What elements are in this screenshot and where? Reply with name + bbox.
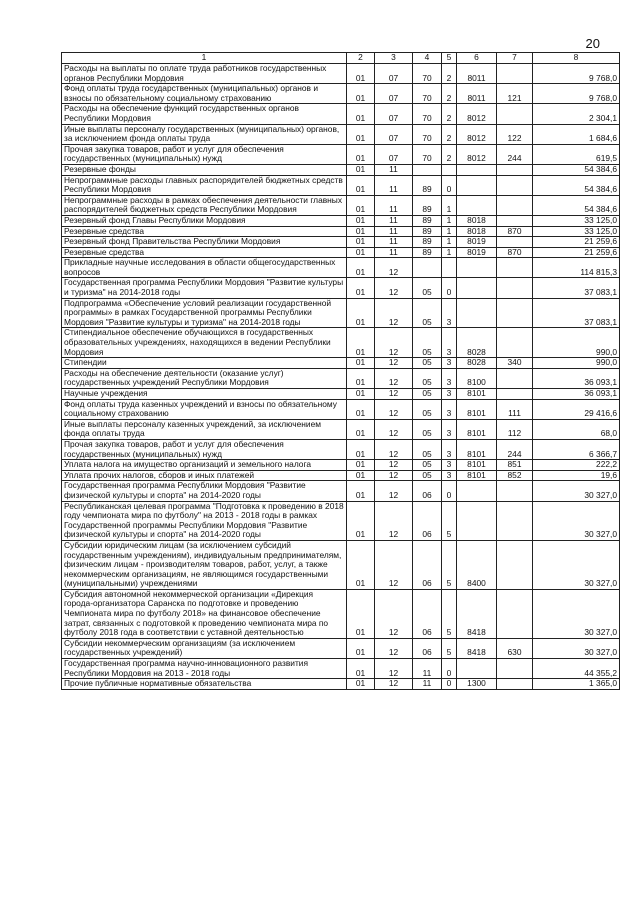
- row-amount-cell: 30 327,0: [533, 501, 620, 540]
- row-article-cell: 8019: [457, 247, 497, 258]
- row-section-cell: 01: [347, 84, 375, 104]
- row-program-cell: 89: [413, 237, 442, 248]
- row-article-cell: [457, 481, 497, 501]
- table-row: [62, 64, 620, 84]
- row-program-cell: 06: [413, 540, 442, 589]
- row-section-cell: 01: [347, 104, 375, 124]
- row-article-cell: 8100: [457, 368, 497, 388]
- row-subprogram-cell: 5: [442, 501, 457, 540]
- row-expense-type-cell: [497, 679, 533, 690]
- row-program-cell: 11: [413, 679, 442, 690]
- row-amount-cell: 30 327,0: [533, 638, 620, 658]
- row-subprogram-cell: 3: [442, 439, 457, 459]
- row-program-cell: 05: [413, 368, 442, 388]
- row-subsection-cell: 12: [375, 470, 413, 481]
- row-amount-cell: 114 815,3: [533, 258, 620, 278]
- row-expense-type-cell: [497, 175, 533, 195]
- row-section-cell: 01: [347, 399, 375, 419]
- row-program-cell: 89: [413, 215, 442, 226]
- row-subprogram-cell: 5: [442, 540, 457, 589]
- row-expense-type-cell: 340: [497, 358, 533, 369]
- table-row: [62, 226, 620, 237]
- row-expense-type-cell: 870: [497, 226, 533, 237]
- row-subsection-cell: 12: [375, 258, 413, 278]
- row-name-cell: Расходы на обеспечение деятельности (оказание услуг) государственных учреждений Республики Мордовия: [62, 368, 347, 388]
- column-header-2: 2: [347, 53, 375, 64]
- row-subprogram-cell: 3: [442, 419, 457, 439]
- row-amount-cell: 33 125,0: [533, 226, 620, 237]
- row-subprogram-cell: 2: [442, 64, 457, 84]
- row-section-cell: 01: [347, 501, 375, 540]
- row-section-cell: 01: [347, 439, 375, 459]
- row-subsection-cell: 12: [375, 399, 413, 419]
- table-row: [62, 389, 620, 400]
- row-subprogram-cell: 1: [442, 215, 457, 226]
- row-name-cell: Субсидии некоммерческим организациям (за исключением государственных учреждений): [62, 638, 347, 658]
- row-subsection-cell: 11: [375, 175, 413, 195]
- row-program-cell: 05: [413, 470, 442, 481]
- row-program-cell: 06: [413, 589, 442, 638]
- row-name-cell: Государственная программа Республики Мордовия "Развитие культуры и туризма" на 2014-2018 годы: [62, 278, 347, 298]
- row-program-cell: 89: [413, 175, 442, 195]
- row-program-cell: 70: [413, 104, 442, 124]
- row-article-cell: 8012: [457, 124, 497, 144]
- row-amount-cell: 21 259,6: [533, 247, 620, 258]
- row-amount-cell: 30 327,0: [533, 589, 620, 638]
- row-amount-cell: 6 366,7: [533, 439, 620, 459]
- row-section-cell: 01: [347, 328, 375, 358]
- row-article-cell: [457, 278, 497, 298]
- table-row: [62, 195, 620, 215]
- column-header-4: 4: [413, 53, 442, 64]
- row-subprogram-cell: 0: [442, 278, 457, 298]
- row-expense-type-cell: [497, 659, 533, 679]
- row-subsection-cell: 12: [375, 278, 413, 298]
- row-subprogram-cell: 3: [442, 399, 457, 419]
- row-subprogram-cell: 0: [442, 481, 457, 501]
- table-row: [62, 258, 620, 278]
- row-name-cell: Уплата налога на имущество организаций и земельного налога: [62, 460, 347, 471]
- budget-table: [61, 52, 620, 690]
- row-section-cell: 01: [347, 419, 375, 439]
- row-name-cell: Резервный фонд Правительства Республики Мордовия: [62, 237, 347, 248]
- row-expense-type-cell: 244: [497, 439, 533, 459]
- row-subprogram-cell: 3: [442, 389, 457, 400]
- row-section-cell: 01: [347, 368, 375, 388]
- row-amount-cell: 30 327,0: [533, 540, 620, 589]
- row-amount-cell: 44 355,2: [533, 659, 620, 679]
- row-section-cell: 01: [347, 589, 375, 638]
- row-name-cell: Расходы на обеспечение функций государственных органов Республики Мордовия: [62, 104, 347, 124]
- row-expense-type-cell: 244: [497, 144, 533, 164]
- row-section-cell: 01: [347, 540, 375, 589]
- row-expense-type-cell: [497, 589, 533, 638]
- table-row: [62, 164, 620, 175]
- row-name-cell: Прочие публичные нормативные обязательства: [62, 679, 347, 690]
- row-subsection-cell: 12: [375, 389, 413, 400]
- row-amount-cell: 54 384,6: [533, 195, 620, 215]
- row-subprogram-cell: 0: [442, 659, 457, 679]
- row-section-cell: 01: [347, 247, 375, 258]
- row-amount-cell: 990,0: [533, 328, 620, 358]
- table-row: [62, 419, 620, 439]
- table-row: [62, 540, 620, 589]
- table-row: [62, 368, 620, 388]
- table-row: [62, 84, 620, 104]
- row-subprogram-cell: [442, 164, 457, 175]
- row-name-cell: Непрограммные расходы главных распорядителей бюджетных средств Республики Мордовия: [62, 175, 347, 195]
- row-article-cell: [457, 195, 497, 215]
- row-article-cell: 8101: [457, 389, 497, 400]
- row-name-cell: Прочая закупка товаров, работ и услуг для обеспечения государственных (муниципальных) нужд: [62, 439, 347, 459]
- row-amount-cell: 19,6: [533, 470, 620, 481]
- row-program-cell: 70: [413, 144, 442, 164]
- row-subprogram-cell: 5: [442, 638, 457, 658]
- row-expense-type-cell: 122: [497, 124, 533, 144]
- row-subprogram-cell: 5: [442, 589, 457, 638]
- row-article-cell: 8101: [457, 399, 497, 419]
- row-section-cell: 01: [347, 164, 375, 175]
- row-subsection-cell: 11: [375, 237, 413, 248]
- table-row: [62, 501, 620, 540]
- row-subsection-cell: 07: [375, 104, 413, 124]
- row-amount-cell: 68,0: [533, 419, 620, 439]
- row-program-cell: 06: [413, 638, 442, 658]
- row-amount-cell: 990,0: [533, 358, 620, 369]
- row-article-cell: 8011: [457, 64, 497, 84]
- row-subprogram-cell: 1: [442, 195, 457, 215]
- table-row: [62, 470, 620, 481]
- row-expense-type-cell: [497, 298, 533, 328]
- row-name-cell: Резервные средства: [62, 226, 347, 237]
- row-subsection-cell: 12: [375, 460, 413, 471]
- row-article-cell: [457, 175, 497, 195]
- row-amount-cell: 21 259,6: [533, 237, 620, 248]
- row-article-cell: 8101: [457, 439, 497, 459]
- row-amount-cell: 36 093,1: [533, 368, 620, 388]
- row-name-cell: Резервные фонды: [62, 164, 347, 175]
- row-program-cell: 89: [413, 195, 442, 215]
- row-subsection-cell: 07: [375, 84, 413, 104]
- row-subprogram-cell: 2: [442, 104, 457, 124]
- table-row: [62, 679, 620, 690]
- row-subsection-cell: 12: [375, 481, 413, 501]
- row-subsection-cell: 12: [375, 328, 413, 358]
- row-article-cell: 1300: [457, 679, 497, 690]
- table-row: [62, 278, 620, 298]
- row-subprogram-cell: 1: [442, 247, 457, 258]
- row-subsection-cell: 07: [375, 144, 413, 164]
- row-expense-type-cell: 112: [497, 419, 533, 439]
- row-subsection-cell: 11: [375, 164, 413, 175]
- row-subprogram-cell: 3: [442, 358, 457, 369]
- row-amount-cell: 222,2: [533, 460, 620, 471]
- row-article-cell: 8028: [457, 358, 497, 369]
- row-expense-type-cell: 111: [497, 399, 533, 419]
- row-article-cell: 8028: [457, 328, 497, 358]
- row-subsection-cell: 07: [375, 124, 413, 144]
- row-article-cell: [457, 164, 497, 175]
- row-expense-type-cell: [497, 195, 533, 215]
- row-program-cell: 05: [413, 278, 442, 298]
- column-header-6: 6: [457, 53, 497, 64]
- row-section-cell: 01: [347, 195, 375, 215]
- row-section-cell: 01: [347, 298, 375, 328]
- row-program-cell: 70: [413, 124, 442, 144]
- row-amount-cell: 9 768,0: [533, 84, 620, 104]
- row-amount-cell: 30 327,0: [533, 481, 620, 501]
- table-row: [62, 328, 620, 358]
- row-subsection-cell: 12: [375, 638, 413, 658]
- row-program-cell: 05: [413, 419, 442, 439]
- row-subsection-cell: 12: [375, 439, 413, 459]
- row-article-cell: 8101: [457, 460, 497, 471]
- row-expense-type-cell: 630: [497, 638, 533, 658]
- table-row: [62, 399, 620, 419]
- table-row: [62, 439, 620, 459]
- row-article-cell: 8018: [457, 226, 497, 237]
- row-article-cell: 8019: [457, 237, 497, 248]
- row-amount-cell: 1 684,6: [533, 124, 620, 144]
- row-subsection-cell: 11: [375, 215, 413, 226]
- row-program-cell: [413, 164, 442, 175]
- row-expense-type-cell: [497, 328, 533, 358]
- row-subsection-cell: 12: [375, 589, 413, 638]
- row-article-cell: 8012: [457, 104, 497, 124]
- row-subsection-cell: 11: [375, 195, 413, 215]
- row-subprogram-cell: 3: [442, 368, 457, 388]
- table-row: [62, 247, 620, 258]
- row-name-cell: Резервный фонд Главы Республики Мордовия: [62, 215, 347, 226]
- row-amount-cell: 36 093,1: [533, 389, 620, 400]
- table-row: [62, 358, 620, 369]
- table-row: [62, 298, 620, 328]
- row-amount-cell: 2 304,1: [533, 104, 620, 124]
- row-amount-cell: 33 125,0: [533, 215, 620, 226]
- table-row: [62, 659, 620, 679]
- row-name-cell: Республиканская целевая программа "Подготовка к проведению в 2018 году чемпионата мира по футболу" на 2013 - 2018 годы в рамках Государственной программы Республики Мордовия "Развитие физической культуры и спорта" на 2014-2020 годы: [62, 501, 347, 540]
- row-name-cell: Прикладные научные исследования в области общегосударственных вопросов: [62, 258, 347, 278]
- row-article-cell: [457, 298, 497, 328]
- row-section-cell: 01: [347, 638, 375, 658]
- header-row: [62, 53, 620, 64]
- row-subprogram-cell: 2: [442, 144, 457, 164]
- row-subprogram-cell: [442, 258, 457, 278]
- row-expense-type-cell: [497, 258, 533, 278]
- row-subsection-cell: 12: [375, 679, 413, 690]
- row-name-cell: Уплата прочих налогов, сборов и иных платежей: [62, 470, 347, 481]
- row-subprogram-cell: 2: [442, 124, 457, 144]
- row-section-cell: 01: [347, 460, 375, 471]
- row-article-cell: 8418: [457, 638, 497, 658]
- row-name-cell: Субсидия автономной некоммерческой организации «Дирекция города-организатора Саранска по подготовке и проведению Чемпионата мира по футболу 2018» на финансовое обеспечение затрат, связанных с подготовкой к проведению чемпионата мира по футболу 2018 года в соответствии с уставной деятельностью: [62, 589, 347, 638]
- row-subprogram-cell: 3: [442, 470, 457, 481]
- row-expense-type-cell: [497, 237, 533, 248]
- row-subsection-cell: 12: [375, 540, 413, 589]
- row-name-cell: Научные учреждения: [62, 389, 347, 400]
- row-section-cell: 01: [347, 358, 375, 369]
- row-expense-type-cell: [497, 540, 533, 589]
- row-section-cell: 01: [347, 144, 375, 164]
- table-row: [62, 124, 620, 144]
- row-section-cell: 01: [347, 659, 375, 679]
- row-expense-type-cell: [497, 278, 533, 298]
- row-section-cell: 01: [347, 215, 375, 226]
- row-program-cell: 05: [413, 460, 442, 471]
- row-section-cell: 01: [347, 278, 375, 298]
- row-program-cell: 05: [413, 389, 442, 400]
- row-name-cell: Непрограммные расходы в рамках обеспечения деятельности главных распорядителей бюджетных средств Республики Мордовия: [62, 195, 347, 215]
- row-name-cell: Иные выплаты персоналу государственных (муниципальных) органов, за исключением фонда оплаты труда: [62, 124, 347, 144]
- row-amount-cell: 1 365,0: [533, 679, 620, 690]
- row-program-cell: 70: [413, 84, 442, 104]
- row-section-cell: 01: [347, 481, 375, 501]
- row-subsection-cell: 11: [375, 226, 413, 237]
- row-subsection-cell: 07: [375, 64, 413, 84]
- table-row: [62, 638, 620, 658]
- row-program-cell: 89: [413, 247, 442, 258]
- row-subsection-cell: 12: [375, 368, 413, 388]
- row-expense-type-cell: [497, 64, 533, 84]
- row-section-cell: 01: [347, 124, 375, 144]
- row-amount-cell: 29 416,6: [533, 399, 620, 419]
- row-name-cell: Расходы на выплаты по оплате труда работников государственных органов Республики Мордовия: [62, 64, 347, 84]
- table-row: [62, 215, 620, 226]
- column-header-8: 8: [533, 53, 620, 64]
- row-name-cell: Резервные средства: [62, 247, 347, 258]
- row-program-cell: 70: [413, 64, 442, 84]
- row-subprogram-cell: 3: [442, 328, 457, 358]
- row-article-cell: 8011: [457, 84, 497, 104]
- row-amount-cell: 54 384,6: [533, 175, 620, 195]
- column-header-5: 5: [442, 53, 457, 64]
- row-subsection-cell: 12: [375, 501, 413, 540]
- row-section-cell: 01: [347, 679, 375, 690]
- row-amount-cell: 54 384,6: [533, 164, 620, 175]
- table-row: [62, 175, 620, 195]
- row-amount-cell: 619,5: [533, 144, 620, 164]
- row-subprogram-cell: 1: [442, 226, 457, 237]
- row-amount-cell: 37 083,1: [533, 278, 620, 298]
- column-header-7: 7: [497, 53, 533, 64]
- row-subsection-cell: 11: [375, 247, 413, 258]
- row-section-cell: 01: [347, 175, 375, 195]
- row-program-cell: 05: [413, 328, 442, 358]
- row-name-cell: Стипендии: [62, 358, 347, 369]
- row-name-cell: Фонд оплаты труда казенных учреждений и взносы по обязательному социальному страхованию: [62, 399, 347, 419]
- row-expense-type-cell: [497, 389, 533, 400]
- row-name-cell: Прочая закупка товаров, работ и услуг для обеспечения государственных (муниципальных) нужд: [62, 144, 347, 164]
- table-row: [62, 481, 620, 501]
- row-program-cell: 05: [413, 358, 442, 369]
- row-article-cell: [457, 258, 497, 278]
- row-expense-type-cell: 870: [497, 247, 533, 258]
- row-subprogram-cell: 0: [442, 679, 457, 690]
- table-row: [62, 144, 620, 164]
- row-article-cell: [457, 659, 497, 679]
- row-subprogram-cell: 3: [442, 298, 457, 328]
- row-expense-type-cell: [497, 481, 533, 501]
- row-amount-cell: 9 768,0: [533, 64, 620, 84]
- row-article-cell: 8400: [457, 540, 497, 589]
- row-subsection-cell: 12: [375, 358, 413, 369]
- row-subsection-cell: 12: [375, 659, 413, 679]
- row-name-cell: Подпрограмма «Обеспечение условий реализации государственной программы» в рамках Государственной программы Республики Мордовия "Развитие культуры и туризма" на 2014-2018 годы: [62, 298, 347, 328]
- row-article-cell: 8101: [457, 419, 497, 439]
- row-expense-type-cell: [497, 215, 533, 226]
- row-expense-type-cell: [497, 164, 533, 175]
- row-expense-type-cell: 851: [497, 460, 533, 471]
- row-expense-type-cell: [497, 368, 533, 388]
- row-program-cell: 05: [413, 298, 442, 328]
- row-article-cell: 8012: [457, 144, 497, 164]
- row-program-cell: 06: [413, 481, 442, 501]
- row-section-cell: 01: [347, 389, 375, 400]
- row-program-cell: 06: [413, 501, 442, 540]
- row-program-cell: 05: [413, 399, 442, 419]
- row-subprogram-cell: 0: [442, 175, 457, 195]
- row-article-cell: 8418: [457, 589, 497, 638]
- row-program-cell: 05: [413, 439, 442, 459]
- row-subprogram-cell: 2: [442, 84, 457, 104]
- row-subprogram-cell: 1: [442, 237, 457, 248]
- column-header-3: 3: [375, 53, 413, 64]
- row-section-cell: 01: [347, 258, 375, 278]
- row-amount-cell: 37 083,1: [533, 298, 620, 328]
- table-row: [62, 460, 620, 471]
- column-header-1: 1: [62, 53, 347, 64]
- row-program-cell: 11: [413, 659, 442, 679]
- row-expense-type-cell: 121: [497, 84, 533, 104]
- row-expense-type-cell: [497, 501, 533, 540]
- row-subprogram-cell: 3: [442, 460, 457, 471]
- row-program-cell: 89: [413, 226, 442, 237]
- row-name-cell: Государственная программа Республики Мордовия "Развитие физической культуры и спорта" на 2014-2020 годы: [62, 481, 347, 501]
- table-row: [62, 104, 620, 124]
- row-subsection-cell: 12: [375, 419, 413, 439]
- row-name-cell: Государственная программа научно-инновационного развития Республики Мордовия на 2013 - 2018 годы: [62, 659, 347, 679]
- row-program-cell: [413, 258, 442, 278]
- row-section-cell: 01: [347, 64, 375, 84]
- row-name-cell: Стипендиальное обеспечение обучающихся в государственных образовательных учреждениях, находящихся в ведении Республики Мордовия: [62, 328, 347, 358]
- table-row: [62, 589, 620, 638]
- row-section-cell: 01: [347, 237, 375, 248]
- row-name-cell: Иные выплаты персоналу казенных учреждений, за исключением фонда оплаты труда: [62, 419, 347, 439]
- row-article-cell: 8018: [457, 215, 497, 226]
- page-number: 20: [585, 36, 600, 51]
- row-article-cell: 8101: [457, 470, 497, 481]
- row-section-cell: 01: [347, 470, 375, 481]
- row-name-cell: Субсидии юридическим лицам (за исключением субсидий государственным учреждениям), индивидуальным предпринимателям, физическим лицам - производителям товаров, работ, услуг, а также некоммерческим организациям, не являющимся государственными (муниципальными) учреждениями: [62, 540, 347, 589]
- row-expense-type-cell: [497, 104, 533, 124]
- row-section-cell: 01: [347, 226, 375, 237]
- row-article-cell: [457, 501, 497, 540]
- row-expense-type-cell: 852: [497, 470, 533, 481]
- row-subsection-cell: 12: [375, 298, 413, 328]
- table-row: [62, 237, 620, 248]
- row-name-cell: Фонд оплаты труда государственных (муниципальных) органов и взносы по обязательному социальному страхованию: [62, 84, 347, 104]
